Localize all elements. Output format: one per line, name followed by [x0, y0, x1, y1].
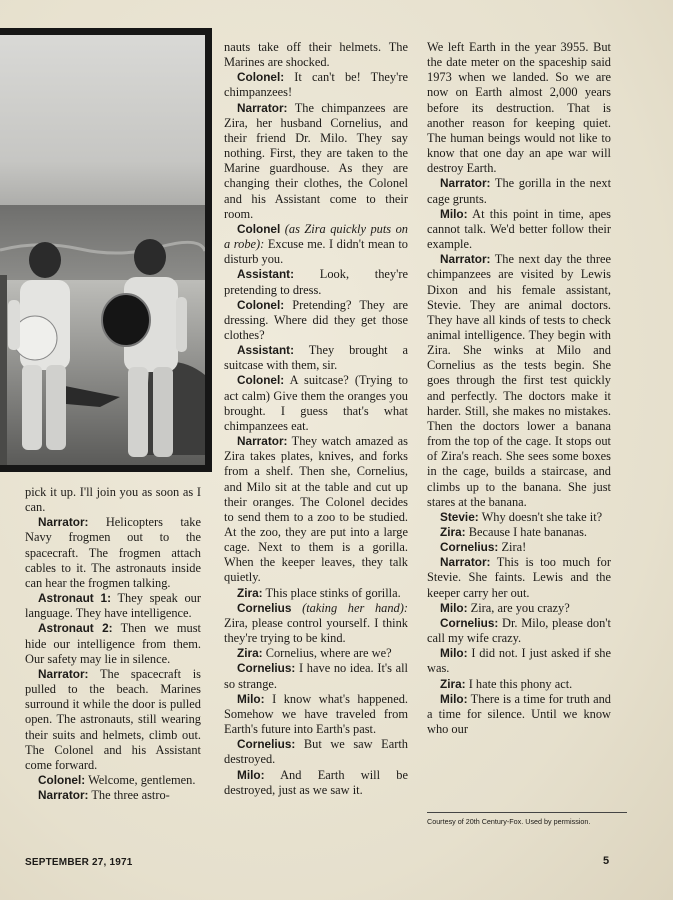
speaker-name: Astronaut 2:	[38, 621, 113, 636]
dialogue-paragraph	[427, 510, 611, 525]
speaker-name: Narrator:	[440, 176, 491, 191]
page-number: 5	[603, 855, 610, 867]
paragraph-text: Cornelius, where are we?	[265, 646, 392, 661]
paragraph-text: There is a time for truth and a time for silence. Until we know who our	[427, 691, 611, 737]
dialogue-paragraph	[224, 601, 408, 646]
stage-direction: (as Zira quickly puts on a robe):	[224, 221, 408, 252]
dialogue-paragraph	[224, 222, 408, 267]
paragraph-text: The three astro-	[91, 788, 170, 803]
text-column-2	[224, 40, 408, 798]
paragraph-text: Helicopters take Navy frogmen out to the spacecraft. The frogmen attach cables to it. The astronauts inside can hear the frogmen talking.	[25, 515, 201, 590]
dialogue-paragraph	[224, 737, 408, 767]
speaker-name: Cornelius:	[237, 737, 296, 752]
dialogue-paragraph	[427, 601, 611, 616]
paragraph-text: A suitcase? (Trying to act calm) Give them the oranges you brought. I guess that's what chimpanzees eat.	[224, 373, 408, 433]
paragraph-text: Excuse me. I didn't mean to disturb you.	[224, 237, 408, 267]
paragraph-text: pick it up. I'll join you as soon as I can.	[25, 485, 201, 515]
paragraph-text: Zira!	[501, 540, 527, 555]
dialogue-paragraph	[427, 616, 611, 646]
speaker-name: Milo:	[440, 206, 468, 221]
movie-still-photo	[0, 28, 212, 472]
speaker-name: Colonel:	[237, 297, 285, 312]
speaker-name: Cornelius	[237, 600, 292, 615]
dialogue-paragraph	[25, 485, 201, 515]
speaker-name: Narrator:	[440, 252, 491, 267]
dialogue-paragraph	[25, 621, 201, 666]
speaker-name: Colonel:	[38, 772, 86, 787]
paragraph-text: The spacecraft is pulled to the beach. Marines surround it while the door is pulled open. The astronauts, still wearing their suits and helmets, climb out. The Colonel and his Assistant come forward.	[25, 666, 202, 772]
paragraph-text: Dr. Milo, please don't call my wife crazy.	[427, 615, 611, 646]
dialogue-paragraph	[25, 591, 201, 621]
dialogue-paragraph	[224, 298, 408, 343]
speaker-name: Zira:	[440, 676, 466, 691]
speaker-name: Zira:	[440, 525, 466, 539]
speaker-name: Cornelius:	[440, 540, 499, 555]
dialogue-paragraph	[427, 692, 611, 737]
speaker-name: Assistant:	[237, 267, 295, 282]
paragraph-text: Welcome, gentlemen.	[88, 772, 196, 787]
speaker-name: Milo:	[237, 691, 265, 706]
dialogue-paragraph	[224, 70, 408, 100]
paragraph-text: Why doesn't she take it?	[481, 509, 603, 524]
paragraph-text: This is too much for Stevie. She faints. Lewis and the keeper carry her out.	[427, 555, 612, 600]
speaker-name: Narrator:	[440, 555, 491, 570]
photo-credit: Courtesy of 20th Century-Fox. Used by permission.	[427, 812, 627, 826]
speaker-name: Cornelius:	[237, 661, 296, 676]
dialogue-paragraph	[25, 667, 201, 773]
paragraph-text: Zira, are you crazy?	[470, 600, 570, 615]
speaker-name: Colonel:	[237, 70, 285, 85]
speaker-name: Milo:	[440, 646, 468, 661]
paragraph-text: I have no idea. It's all so strange.	[224, 661, 408, 691]
dialogue-paragraph	[224, 646, 408, 661]
speaker-name: Colonel	[237, 221, 281, 236]
footer-date: SEPTEMBER 27, 1971	[25, 857, 133, 868]
dialogue-paragraph	[224, 343, 408, 373]
dialogue-paragraph	[427, 525, 611, 540]
dialogue-paragraph	[427, 646, 611, 676]
dialogue-paragraph	[25, 773, 201, 788]
stage-direction: (taking her hand):	[302, 600, 408, 615]
dialogue-paragraph	[224, 692, 408, 737]
paragraph-text: The next day the three chimpanzees are visited by Lewis Dixon and his female assistant, Stevie. They are animal doctors. They have all kinds of tests to check animal intelligence. They begin with Zira. She winks at Milo and Cornelius as the tests begin. She goes through the first test quickly and perfectly. The doctors make it harder. Still, she makes no mistakes. Then the doctors lower a banana from the top of the cage. It stops out of Zira's reach. She sees some boxes in the cage, builds a staircase, and climbs up to the banana. She just stares at the banana.	[427, 252, 611, 509]
speaker-name: Zira:	[237, 646, 263, 661]
paragraph-text: I did not. I just asked if she was.	[427, 646, 611, 676]
paragraph-text: Then we must hide our intelligence from them. Our safety may lie in silence.	[25, 621, 201, 666]
paragraph-text: I know what's happened. Somehow we have traveled from Earth's future into Earth's past.	[224, 691, 408, 737]
paragraph-text: Pretending? They are dressing. Where did they get those clothes?	[224, 297, 408, 342]
speaker-name: Zira:	[237, 585, 263, 600]
paragraph-text: We left Earth in the year 3955. But the date meter on the spaceship said 1973 when we landed. So we are now on Earth almost 2,000 years before its destruction. That is another reason for keeping quiet. The human beings would not like to know that one day an ape war will destroy Earth.	[427, 40, 611, 176]
speaker-name: Stevie:	[440, 509, 479, 524]
speaker-name: Narrator:	[38, 788, 89, 803]
dialogue-paragraph	[427, 207, 611, 252]
speaker-name: Milo:	[440, 600, 468, 615]
dialogue-paragraph	[224, 267, 408, 297]
text-column-1	[25, 485, 201, 803]
speaker-name: Narrator:	[237, 434, 288, 449]
paragraph-text: nauts take off their helmets. The Marines are shocked.	[224, 40, 408, 70]
dialogue-paragraph	[25, 515, 201, 591]
speaker-name: Assistant:	[237, 343, 295, 358]
paragraph-text: They brought a suitcase with them, sir.	[224, 343, 409, 373]
paragraph-text: The gorilla in the next cage grunts.	[427, 176, 612, 206]
dialogue-paragraph	[427, 40, 611, 176]
paragraph-text: At this point in time, apes cannot talk. We'd better follow their example.	[427, 206, 611, 252]
dialogue-paragraph	[427, 540, 611, 555]
paragraph-text: They watch amazed as Zira takes plates, knives, and forks from a shelf. Then she, Cornelius, and Milo sit at the table and cut up their oranges. The Colonel decides to send them to a zoo to be studied. At the zoo, they are put into a large cage. Next to them is a gorilla. When the keeper leaves, they talk quietly.	[224, 434, 409, 585]
dialogue-paragraph	[427, 176, 611, 206]
dialogue-paragraph	[224, 40, 408, 70]
speaker-name: Milo:	[440, 691, 468, 706]
speaker-name: Astronaut 1:	[38, 591, 112, 606]
paragraph-text: And Earth will be destroyed, just as we saw it.	[224, 767, 409, 797]
dialogue-paragraph	[427, 252, 611, 510]
paragraph-text: It can't be! They're chimpanzees!	[224, 70, 408, 100]
dialogue-paragraph	[427, 677, 611, 692]
paragraph-text: Zira, please control yourself. I think they're trying to be kind.	[224, 615, 408, 646]
paragraph-text: Look, they're pretending to dress.	[224, 267, 408, 297]
dialogue-paragraph	[25, 788, 201, 803]
dialogue-paragraph	[224, 434, 408, 586]
dialogue-paragraph	[224, 373, 408, 434]
paragraph-text: I hate this phony act.	[468, 676, 573, 691]
astronauts-photo-icon	[0, 35, 205, 465]
paragraph-text: This place stinks of gorilla.	[265, 585, 401, 600]
text-column-3	[427, 40, 611, 737]
speaker-name: Narrator:	[38, 666, 89, 681]
dialogue-paragraph	[224, 661, 408, 691]
dialogue-paragraph	[224, 586, 408, 601]
dialogue-paragraph	[224, 768, 408, 798]
paragraph-text: But we saw Earth destroyed.	[224, 737, 408, 767]
dialogue-paragraph	[224, 101, 408, 222]
paragraph-text: Because I hate bananas.	[468, 525, 588, 539]
speaker-name: Colonel:	[237, 373, 285, 388]
paragraph-text: The chimpanzees are Zira, her husband Cornelius, and their friend Dr. Milo. They say nothing. First, they are taken to the Marine guardhouse. As they are changing their clothes, the Colonel and his Assistant come to their room.	[224, 100, 408, 221]
speaker-name: Narrator:	[237, 100, 288, 115]
speaker-name: Milo:	[237, 767, 265, 782]
speaker-name: Cornelius:	[440, 615, 499, 630]
paragraph-text: They speak our language. They have intelligence.	[25, 591, 201, 621]
dialogue-paragraph	[427, 555, 611, 600]
speaker-name: Narrator:	[38, 515, 89, 530]
